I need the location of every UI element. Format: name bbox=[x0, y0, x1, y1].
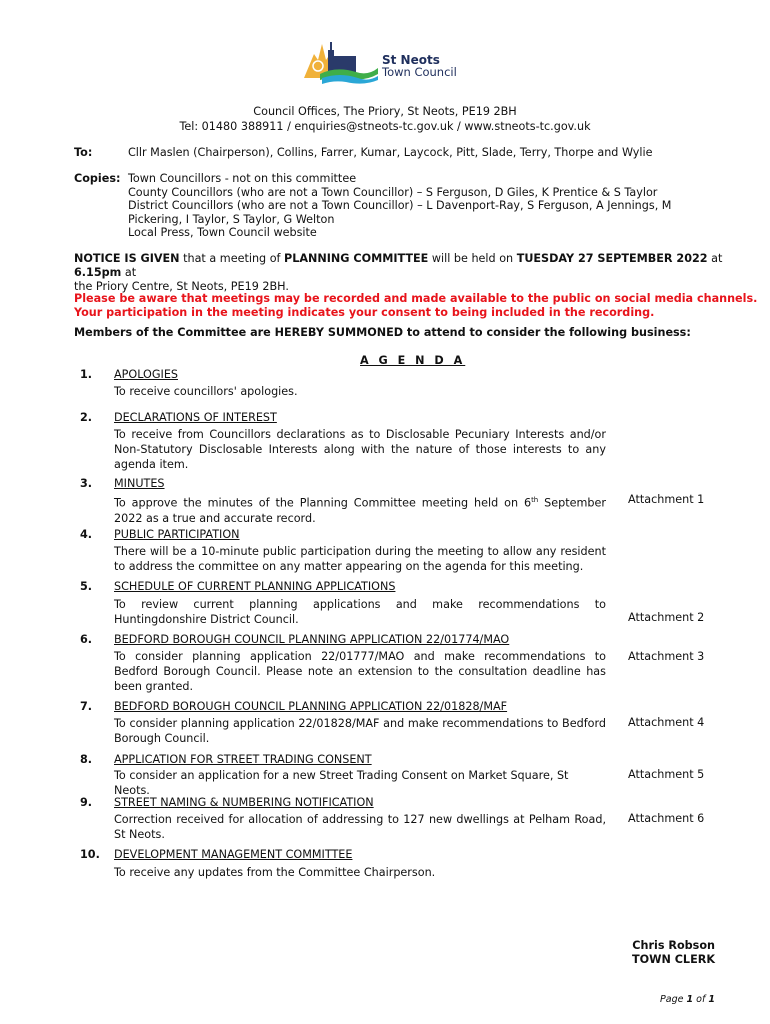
copies-list bbox=[128, 172, 671, 240]
to-text: Cllr Maslen (Chairperson), Collins, Farrer, Kumar, Laycock, Pitt, Slade, Terry, Thorpe and Wylie bbox=[128, 146, 653, 159]
item-number: 6. bbox=[80, 633, 93, 646]
warning-line: Please be aware that meetings may be recorded and made available to the public on social media channels. bbox=[74, 292, 758, 305]
item-attachment: Attachment 1 bbox=[628, 493, 705, 506]
item-description: Correction received for allocation of addressing to 127 new dwellings at Pelham Road, St Neots. bbox=[114, 813, 606, 841]
notice-location: the Priory Centre, St Neots, PE19 2BH. bbox=[74, 280, 289, 293]
logo-name-line1: St Neots bbox=[382, 53, 440, 67]
to-label: To: bbox=[74, 146, 93, 159]
notice-text: at bbox=[707, 252, 723, 265]
item-number: 1. bbox=[80, 368, 93, 381]
church-tower-icon bbox=[300, 36, 380, 86]
item-number: 9. bbox=[80, 796, 93, 809]
copies-line: District Councillors (who are not a Town Councillor) – L Davenport-Ray, S Ferguson, A Jennings, M bbox=[128, 199, 672, 212]
header-address: Council Offices, The Priory, St Neots, PE19 2BH bbox=[253, 105, 517, 118]
notice-text: at bbox=[121, 266, 137, 279]
signature-block bbox=[632, 939, 715, 967]
item-attachment: Attachment 4 bbox=[628, 716, 705, 729]
logo-name-line2: Town Council bbox=[382, 65, 457, 79]
copies-line: Local Press, Town Council website bbox=[128, 226, 317, 239]
clerk-role: TOWN CLERK bbox=[631, 953, 715, 966]
item-number: 8. bbox=[80, 753, 93, 766]
item-description: To receive from Councillors declarations as to Disclosable Pecuniary Interests and/or Non-Statutory Disclosable Interests along with the nature of those interests to any agenda item. bbox=[114, 428, 606, 471]
item-title: BEDFORD BOROUGH COUNCIL PLANNING APPLICATION 22/01774/MAO bbox=[114, 633, 510, 646]
item-description: To receive any updates from the Committee Chairperson. bbox=[114, 866, 436, 879]
clerk-name: Chris Robson bbox=[632, 939, 715, 952]
item-description: To approve the minutes of the Planning Committee meeting held on 6th September 2022 as a true and accurate record. bbox=[114, 496, 606, 525]
item-number: 2. bbox=[80, 411, 93, 424]
notice-text: that a meeting of bbox=[179, 252, 285, 265]
item-number: 7. bbox=[80, 700, 93, 713]
copies-label: Copies: bbox=[74, 172, 121, 185]
item-description: To consider planning application 22/01777/MAO and make recommendations to Bedford Borough Council. Please note an extension to the consultation deadline has been granted. bbox=[114, 650, 606, 693]
item-attachment: Attachment 2 bbox=[628, 611, 705, 624]
copies-line: Town Councillors - not on this committee bbox=[128, 172, 357, 185]
notice-date: TUESDAY 27 SEPTEMBER 2022 bbox=[516, 252, 708, 265]
item-attachment: Attachment 5 bbox=[628, 768, 705, 781]
item-description: There will be a 10-minute public participation during the meeting to allow any resident to address the committee on any matter appearing on the agenda for this meeting. bbox=[114, 545, 606, 573]
item-title: PUBLIC PARTICIPATION bbox=[114, 528, 240, 541]
notice-time: 6.15pm bbox=[74, 266, 122, 279]
item-title: MINUTES bbox=[114, 477, 165, 490]
item-description: To review current planning applications and make recommendations to Huntingdonshire District Council. bbox=[114, 598, 606, 626]
item-number: 4. bbox=[80, 528, 93, 541]
item-title: DECLARATIONS OF INTEREST bbox=[114, 411, 277, 424]
header-contact: Tel: 01480 388911 / enquiries@stneots-tc.gov.uk / www.stneots-tc.gov.uk bbox=[179, 120, 591, 133]
item-number: 5. bbox=[80, 580, 93, 593]
item-title: BEDFORD BOROUGH COUNCIL PLANNING APPLICATION 22/01828/MAF bbox=[114, 700, 508, 713]
council-logo bbox=[300, 36, 470, 86]
item-number: 3. bbox=[80, 477, 93, 490]
notice-committee: PLANNING COMMITTEE bbox=[284, 252, 429, 265]
item-attachment: Attachment 6 bbox=[628, 812, 705, 825]
item-description: To consider an application for a new Street Trading Consent on Market Square, St Neots. bbox=[114, 769, 569, 797]
item-title: STREET NAMING & NUMBERING NOTIFICATION bbox=[114, 796, 374, 809]
notice-text: will be held on bbox=[428, 252, 517, 265]
item-attachment: Attachment 3 bbox=[628, 650, 705, 663]
item-title: APOLOGIES bbox=[114, 368, 178, 381]
copies-line: Pickering, I Taylor, S Taylor, G Welton bbox=[128, 212, 335, 226]
notice-lead: NOTICE IS GIVEN bbox=[74, 252, 180, 265]
page-number: Page 1 of 1 bbox=[660, 994, 715, 1005]
copies-line: County Councillors (who are not a Town Councillor) – S Ferguson, D Giles, K Prentice & S Taylor bbox=[128, 185, 658, 199]
item-title: APPLICATION FOR STREET TRADING CONSENT bbox=[114, 753, 372, 766]
recording-warning bbox=[74, 292, 757, 320]
item-description: To receive councillors' apologies. bbox=[114, 385, 298, 398]
item-title: SCHEDULE OF CURRENT PLANNING APPLICATIONS bbox=[114, 580, 396, 593]
notice-paragraph bbox=[74, 252, 770, 294]
agenda-title: A G E N D A bbox=[360, 354, 466, 367]
summons-text: Members of the Committee are HEREBY SUMMONED to attend to consider the following business: bbox=[74, 326, 691, 339]
item-title: DEVELOPMENT MANAGEMENT COMMITTEE bbox=[114, 848, 353, 861]
warning-line: Your participation in the meeting indicates your consent to being included in the recording. bbox=[74, 306, 655, 319]
item-description: To consider planning application 22/01828/MAF and make recommendations to Bedford Borough Council. bbox=[114, 717, 606, 745]
item-number: 10. bbox=[80, 848, 100, 861]
